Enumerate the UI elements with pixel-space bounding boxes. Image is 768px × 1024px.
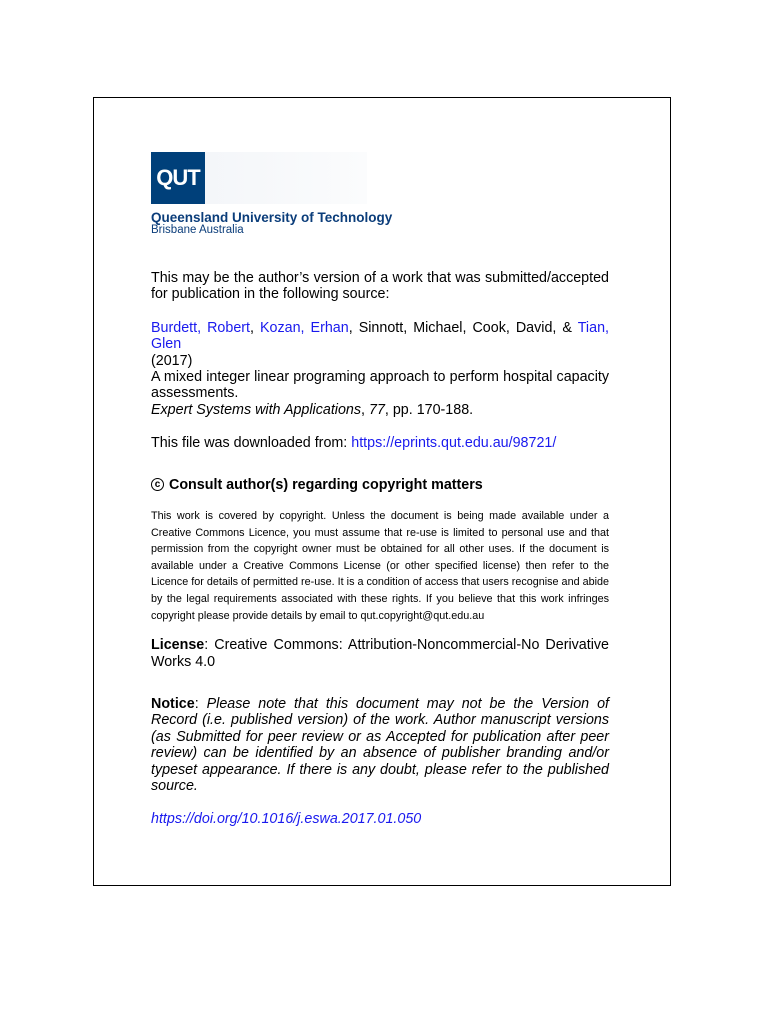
citation-title: A mixed integer linear programing approach to perform hospital capacity assessments.	[151, 369, 609, 402]
author-link[interactable]: Tian, Glen	[151, 319, 609, 353]
author-link[interactable]: Kozan, Erhan	[260, 319, 349, 336]
logo-mark: QUT	[156, 165, 200, 190]
qut-logo	[151, 152, 205, 204]
author: Sinnott, Michael	[358, 319, 463, 336]
university-location: Brisbane Australia	[151, 224, 244, 236]
author-link[interactable]: Burdett, Robert	[151, 319, 251, 336]
journal-pages: , pp. 170-188.	[384, 401, 474, 418]
cover-content	[151, 270, 609, 828]
license-label: License	[151, 637, 205, 654]
notice: Notice: Please note that this document may not be the Version of Record (i.e. published version) of the work. Author manuscript versions (as Submitted for peer review or as Accepted for publication after peer review) can be identified by an absence of publisher branding and/or typeset appearance. If there is any doubt, please refer to the published source.	[151, 696, 609, 795]
citation-authors: Burdett, Robert, Kozan, Erhan, Sinnott, Michael, Cook, David, & Tian, Glen	[151, 319, 609, 353]
license-line	[151, 637, 609, 670]
journal-volume: 77	[369, 401, 385, 418]
author: Cook, David	[472, 319, 553, 336]
university-name: Queensland University of Technology	[151, 210, 393, 225]
download-line	[151, 435, 609, 451]
citation-year: (2017)	[151, 352, 193, 369]
copyright-heading-text: Consult author(s) regarding copyright matters	[169, 476, 483, 493]
journal-name: Expert Systems with Applications	[151, 401, 362, 418]
citation	[151, 320, 609, 418]
eprints-link[interactable]: https://eprints.qut.edu.au/98721/	[351, 435, 557, 452]
copyright-icon: c	[151, 478, 164, 491]
citation-source: Expert Systems with Applications, 77, pp. 170-188.	[151, 401, 474, 418]
intro-text: This may be the author’s version of a work that was submitted/accepted for publication in the following source:	[151, 270, 609, 303]
license-text: : Creative Commons: Attribution-Noncommercial-No Derivative Works 4.0	[151, 637, 609, 670]
notice-label: Notice	[151, 696, 195, 713]
logo-banner	[205, 152, 367, 204]
copyright-body: This work is covered by copyright. Unless the document is being made available under a Creative Commons Licence, you must assume that re-use is limited to personal use and that permission from the copyright owner must be obtained for all other uses. If the document is available under a Creative Commons License (or other specified license) then refer to the Licence for details of permitted re-use. It is a condition of access that users recognise and abide by the legal requirements associated with these rights. If you believe that this work infringes copyright please provide details by email to qut.copyright@qut.edu.au	[151, 510, 609, 622]
notice-text: Please note that this document may not be the Version of Record (i.e. published version) of the work. Author manuscript versions (as Submitted for peer review or as Accepted for publication after peer review) can be identified by an absence of publisher branding and/or typeset appearance. If there is any doubt, please refer to the published source.	[151, 696, 609, 795]
copyright-heading	[151, 477, 609, 493]
doi-link[interactable]: https://doi.org/10.1016/j.eswa.2017.01.050	[151, 811, 422, 828]
download-label: This file was downloaded from:	[151, 435, 352, 452]
